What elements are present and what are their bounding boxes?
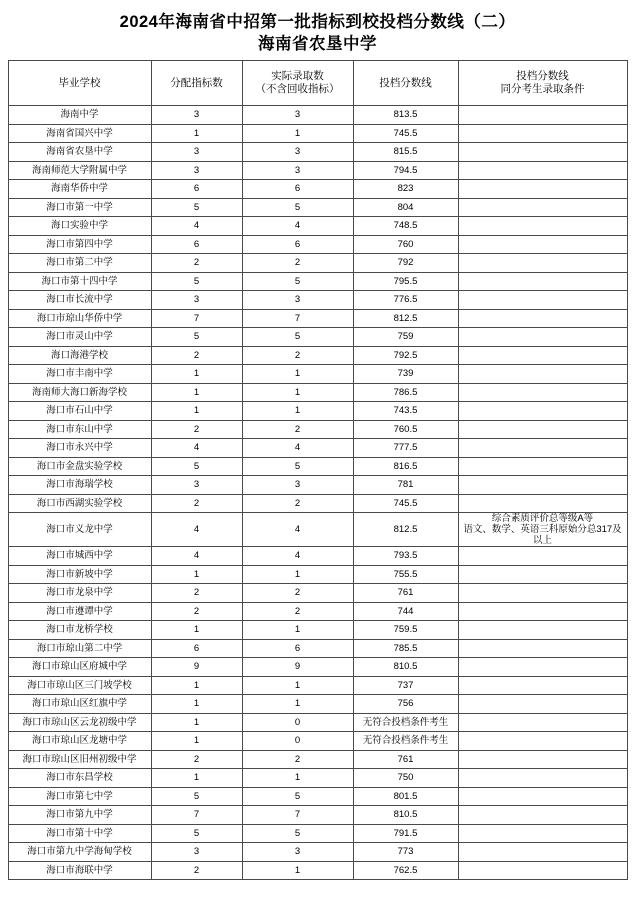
condition-cell (458, 420, 627, 439)
allocated-cell: 5 (151, 457, 242, 476)
admitted-cell: 2 (242, 420, 353, 439)
admitted-cell: 1 (242, 402, 353, 421)
allocated-cell: 2 (151, 494, 242, 513)
score-cell: 759.5 (353, 621, 458, 640)
admitted-cell: 4 (242, 513, 353, 547)
table-row (8, 143, 627, 162)
table-row (8, 861, 627, 880)
score-cell: 745.5 (353, 124, 458, 143)
table-row (8, 713, 627, 732)
admitted-cell: 1 (242, 676, 353, 695)
school-cell: 海南华侨中学 (8, 180, 151, 199)
allocated-cell: 3 (151, 843, 242, 862)
table-row (8, 494, 627, 513)
score-cell: 737 (353, 676, 458, 695)
header-condition (458, 61, 627, 106)
table-row (8, 291, 627, 310)
admitted-cell: 4 (242, 217, 353, 236)
school-cell: 海南省国兴中学 (8, 124, 151, 143)
admitted-cell: 5 (242, 198, 353, 217)
school-cell: 海口实验中学 (8, 217, 151, 236)
condition-cell (458, 124, 627, 143)
table-header (8, 61, 627, 106)
admitted-cell: 0 (242, 713, 353, 732)
table-row (8, 346, 627, 365)
condition-line: 语文、数学、英语三科原始分总317及以上 (463, 524, 622, 546)
document-title (0, 0, 635, 55)
score-cell: 745.5 (353, 494, 458, 513)
allocated-cell: 2 (151, 861, 242, 880)
condition-cell (458, 602, 627, 621)
header-label: 投档分数线 (516, 70, 569, 82)
school-cell: 海口市义龙中学 (8, 513, 151, 547)
score-cell: 792 (353, 254, 458, 273)
table-row (8, 639, 627, 658)
allocated-cell: 1 (151, 365, 242, 384)
admitted-cell: 2 (242, 254, 353, 273)
score-cell: 739 (353, 365, 458, 384)
score-table-body (8, 106, 627, 880)
table-row (8, 161, 627, 180)
school-cell: 海口市琼山区红旗中学 (8, 695, 151, 714)
allocated-cell: 5 (151, 824, 242, 843)
header-allocated (151, 61, 242, 106)
allocated-cell: 4 (151, 547, 242, 566)
score-cell: 776.5 (353, 291, 458, 310)
admitted-cell: 1 (242, 621, 353, 640)
score-cell: 750 (353, 769, 458, 788)
condition-cell (458, 383, 627, 402)
school-cell: 海口市龙桥学校 (8, 621, 151, 640)
header-label: 分配指标数 (170, 76, 223, 89)
allocated-cell: 3 (151, 106, 242, 125)
admitted-cell: 5 (242, 787, 353, 806)
score-cell: 792.5 (353, 346, 458, 365)
condition-cell (458, 180, 627, 199)
allocated-cell: 1 (151, 713, 242, 732)
allocated-cell: 1 (151, 621, 242, 640)
allocated-cell: 2 (151, 254, 242, 273)
condition-cell (458, 769, 627, 788)
school-cell: 海口市琼山区旧州初级中学 (8, 750, 151, 769)
allocated-cell: 1 (151, 383, 242, 402)
score-cell: 815.5 (353, 143, 458, 162)
school-cell: 海口市第九中学 (8, 806, 151, 825)
table-row (8, 309, 627, 328)
admitted-cell: 3 (242, 106, 353, 125)
header-label: 同分考生录取条件 (500, 83, 585, 95)
condition-cell (458, 254, 627, 273)
admitted-cell: 6 (242, 235, 353, 254)
score-cell: 794.5 (353, 161, 458, 180)
table-row (8, 547, 627, 566)
condition-cell (458, 584, 627, 603)
school-cell: 海口市第九中学海甸学校 (8, 843, 151, 862)
score-cell: 801.5 (353, 787, 458, 806)
admitted-cell: 3 (242, 291, 353, 310)
table-row (8, 328, 627, 347)
score-cell: 756 (353, 695, 458, 714)
school-cell: 海口市石山中学 (8, 402, 151, 421)
table-row (8, 235, 627, 254)
allocated-cell: 2 (151, 584, 242, 603)
school-cell: 海口海港学校 (8, 346, 151, 365)
school-cell: 海口市丰南中学 (8, 365, 151, 384)
condition-cell (458, 494, 627, 513)
table-row (8, 750, 627, 769)
school-cell: 海口市第七中学 (8, 787, 151, 806)
score-cell: 823 (353, 180, 458, 199)
table-row (8, 476, 627, 495)
admitted-cell: 1 (242, 365, 353, 384)
score-cell: 744 (353, 602, 458, 621)
table-row (8, 365, 627, 384)
admitted-cell: 2 (242, 750, 353, 769)
school-cell: 海南中学 (8, 106, 151, 125)
school-cell: 海口市东山中学 (8, 420, 151, 439)
score-cell: 810.5 (353, 806, 458, 825)
table-row (8, 621, 627, 640)
table-row (8, 695, 627, 714)
table-row (8, 439, 627, 458)
school-cell: 海口市第二中学 (8, 254, 151, 273)
allocated-cell: 7 (151, 806, 242, 825)
table-row (8, 769, 627, 788)
condition-cell (458, 658, 627, 677)
condition-cell (458, 272, 627, 291)
school-cell: 海口市西湖实验学校 (8, 494, 151, 513)
school-cell: 海口市灵山中学 (8, 328, 151, 347)
score-cell: 761 (353, 584, 458, 603)
header-score (353, 61, 458, 106)
allocated-cell: 1 (151, 402, 242, 421)
condition-cell (458, 824, 627, 843)
allocated-cell: 2 (151, 346, 242, 365)
table-row (8, 658, 627, 677)
admitted-cell: 1 (242, 695, 353, 714)
score-cell: 777.5 (353, 439, 458, 458)
condition-cell (458, 476, 627, 495)
score-cell: 786.5 (353, 383, 458, 402)
school-cell: 海口市第一中学 (8, 198, 151, 217)
allocated-cell: 9 (151, 658, 242, 677)
condition-cell (458, 565, 627, 584)
score-cell: 无符合投档条件考生 (353, 732, 458, 751)
admitted-cell: 3 (242, 161, 353, 180)
allocated-cell: 3 (151, 291, 242, 310)
condition-cell (458, 806, 627, 825)
table-row (8, 843, 627, 862)
allocated-cell: 3 (151, 476, 242, 495)
score-cell: 810.5 (353, 658, 458, 677)
table-row (8, 254, 627, 273)
condition-cell (458, 861, 627, 880)
score-cell: 748.5 (353, 217, 458, 236)
allocated-cell: 2 (151, 750, 242, 769)
condition-cell (458, 457, 627, 476)
school-cell: 海口市新坡中学 (8, 565, 151, 584)
school-cell: 海南师大海口新海学校 (8, 383, 151, 402)
score-cell: 791.5 (353, 824, 458, 843)
header-label: （不含回收指标） (255, 83, 340, 95)
school-cell: 海口市长流中学 (8, 291, 151, 310)
admitted-cell: 6 (242, 180, 353, 199)
table-row (8, 198, 627, 217)
condition-line: 综合素质评价总等级A等 (491, 513, 594, 524)
condition-cell (458, 676, 627, 695)
allocated-cell: 5 (151, 272, 242, 291)
allocated-cell: 6 (151, 180, 242, 199)
score-cell: 793.5 (353, 547, 458, 566)
allocated-cell: 1 (151, 565, 242, 584)
admitted-cell: 3 (242, 843, 353, 862)
admitted-cell: 6 (242, 639, 353, 658)
allocated-cell: 3 (151, 143, 242, 162)
allocated-cell: 3 (151, 161, 242, 180)
admitted-cell: 1 (242, 124, 353, 143)
admitted-cell: 0 (242, 732, 353, 751)
condition-cell (458, 513, 627, 547)
school-cell: 海口市琼山华侨中学 (8, 309, 151, 328)
allocated-cell: 1 (151, 695, 242, 714)
table-row (8, 383, 627, 402)
admitted-cell: 7 (242, 309, 353, 328)
admitted-cell: 7 (242, 806, 353, 825)
school-cell: 海口市琼山区龙塘中学 (8, 732, 151, 751)
table-row (8, 824, 627, 843)
table-row (8, 676, 627, 695)
condition-cell (458, 547, 627, 566)
allocated-cell: 7 (151, 309, 242, 328)
admitted-cell: 1 (242, 861, 353, 880)
allocated-cell: 1 (151, 732, 242, 751)
condition-cell (458, 843, 627, 862)
condition-cell (458, 143, 627, 162)
school-cell: 海口市琼山区三门坡学校 (8, 676, 151, 695)
allocated-cell: 4 (151, 513, 242, 547)
admitted-cell: 2 (242, 584, 353, 603)
table-row (8, 420, 627, 439)
header-school (8, 61, 151, 106)
school-cell: 海口市第四中学 (8, 235, 151, 254)
header-label: 实际录取数 (271, 70, 324, 82)
allocated-cell: 2 (151, 602, 242, 621)
admitted-cell: 5 (242, 824, 353, 843)
allocated-cell: 4 (151, 439, 242, 458)
table-row (8, 124, 627, 143)
score-cell: 785.5 (353, 639, 458, 658)
title-line-1: 2024年海南省中招第一批指标到校投档分数线（二） (119, 13, 516, 31)
score-cell: 760 (353, 235, 458, 254)
score-cell: 804 (353, 198, 458, 217)
condition-cell (458, 713, 627, 732)
table-row (8, 457, 627, 476)
allocated-cell: 4 (151, 217, 242, 236)
condition-cell (458, 365, 627, 384)
condition-cell (458, 309, 627, 328)
table-row (8, 402, 627, 421)
table-row (8, 732, 627, 751)
school-cell: 海口市海瑞学校 (8, 476, 151, 495)
allocated-cell: 1 (151, 676, 242, 695)
condition-cell (458, 291, 627, 310)
table-row (8, 272, 627, 291)
condition-cell (458, 346, 627, 365)
admitted-cell: 1 (242, 565, 353, 584)
header-label: 投档分数线 (379, 76, 432, 89)
admitted-cell: 5 (242, 457, 353, 476)
school-cell: 海口市城西中学 (8, 547, 151, 566)
admitted-cell: 1 (242, 769, 353, 788)
admitted-cell: 5 (242, 328, 353, 347)
score-cell: 773 (353, 843, 458, 862)
score-cell: 759 (353, 328, 458, 347)
admitted-cell: 4 (242, 439, 353, 458)
admitted-cell: 5 (242, 272, 353, 291)
condition-cell (458, 732, 627, 751)
score-cell: 813.5 (353, 106, 458, 125)
school-cell: 海口市金盘实验学校 (8, 457, 151, 476)
score-cell: 760.5 (353, 420, 458, 439)
table-row (8, 787, 627, 806)
admitted-cell: 3 (242, 143, 353, 162)
condition-cell (458, 198, 627, 217)
school-cell: 海口市琼山区云龙初级中学 (8, 713, 151, 732)
school-cell: 海口市第十四中学 (8, 272, 151, 291)
table-row (8, 806, 627, 825)
score-cell: 812.5 (353, 513, 458, 547)
table-row (8, 565, 627, 584)
condition-cell (458, 750, 627, 769)
allocated-cell: 5 (151, 198, 242, 217)
score-cell: 795.5 (353, 272, 458, 291)
score-cell: 762.5 (353, 861, 458, 880)
allocated-cell: 1 (151, 124, 242, 143)
allocated-cell: 2 (151, 420, 242, 439)
header-admitted (242, 61, 353, 106)
allocated-cell: 1 (151, 769, 242, 788)
table-row (8, 584, 627, 603)
condition-cell (458, 439, 627, 458)
school-cell: 海口市第十中学 (8, 824, 151, 843)
school-cell: 海口市龙泉中学 (8, 584, 151, 603)
score-cell: 812.5 (353, 309, 458, 328)
condition-cell (458, 161, 627, 180)
school-cell: 海口市遵谭中学 (8, 602, 151, 621)
school-cell: 海南师范大学附属中学 (8, 161, 151, 180)
table-row (8, 602, 627, 621)
condition-cell (458, 621, 627, 640)
school-cell: 海口市琼山区府城中学 (8, 658, 151, 677)
score-cell: 无符合投档条件考生 (353, 713, 458, 732)
condition-cell (458, 695, 627, 714)
condition-cell (458, 787, 627, 806)
school-cell: 海口市永兴中学 (8, 439, 151, 458)
table-row (8, 106, 627, 125)
admitted-cell: 4 (242, 547, 353, 566)
admitted-cell: 2 (242, 346, 353, 365)
score-cell: 781 (353, 476, 458, 495)
score-cell: 755.5 (353, 565, 458, 584)
score-cell: 743.5 (353, 402, 458, 421)
condition-cell (458, 106, 627, 125)
title-line-2: 海南省农垦中学 (258, 35, 377, 53)
allocated-cell: 5 (151, 787, 242, 806)
table-row (8, 513, 627, 547)
score-cell: 761 (353, 750, 458, 769)
condition-cell (458, 235, 627, 254)
score-table (8, 60, 628, 880)
condition-cell (458, 217, 627, 236)
header-row (8, 61, 627, 106)
condition-cell (458, 328, 627, 347)
admitted-cell: 9 (242, 658, 353, 677)
school-cell: 海南省农垦中学 (8, 143, 151, 162)
header-label: 毕业学校 (58, 76, 101, 89)
allocated-cell: 6 (151, 639, 242, 658)
score-cell: 816.5 (353, 457, 458, 476)
admitted-cell: 2 (242, 494, 353, 513)
school-cell: 海口市琼山第二中学 (8, 639, 151, 658)
allocated-cell: 6 (151, 235, 242, 254)
table-row (8, 180, 627, 199)
table-row (8, 217, 627, 236)
school-cell: 海口市东昌学校 (8, 769, 151, 788)
school-cell: 海口市海联中学 (8, 861, 151, 880)
admitted-cell: 1 (242, 383, 353, 402)
allocated-cell: 5 (151, 328, 242, 347)
condition-cell (458, 402, 627, 421)
condition-cell (458, 639, 627, 658)
admitted-cell: 2 (242, 602, 353, 621)
admitted-cell: 3 (242, 476, 353, 495)
